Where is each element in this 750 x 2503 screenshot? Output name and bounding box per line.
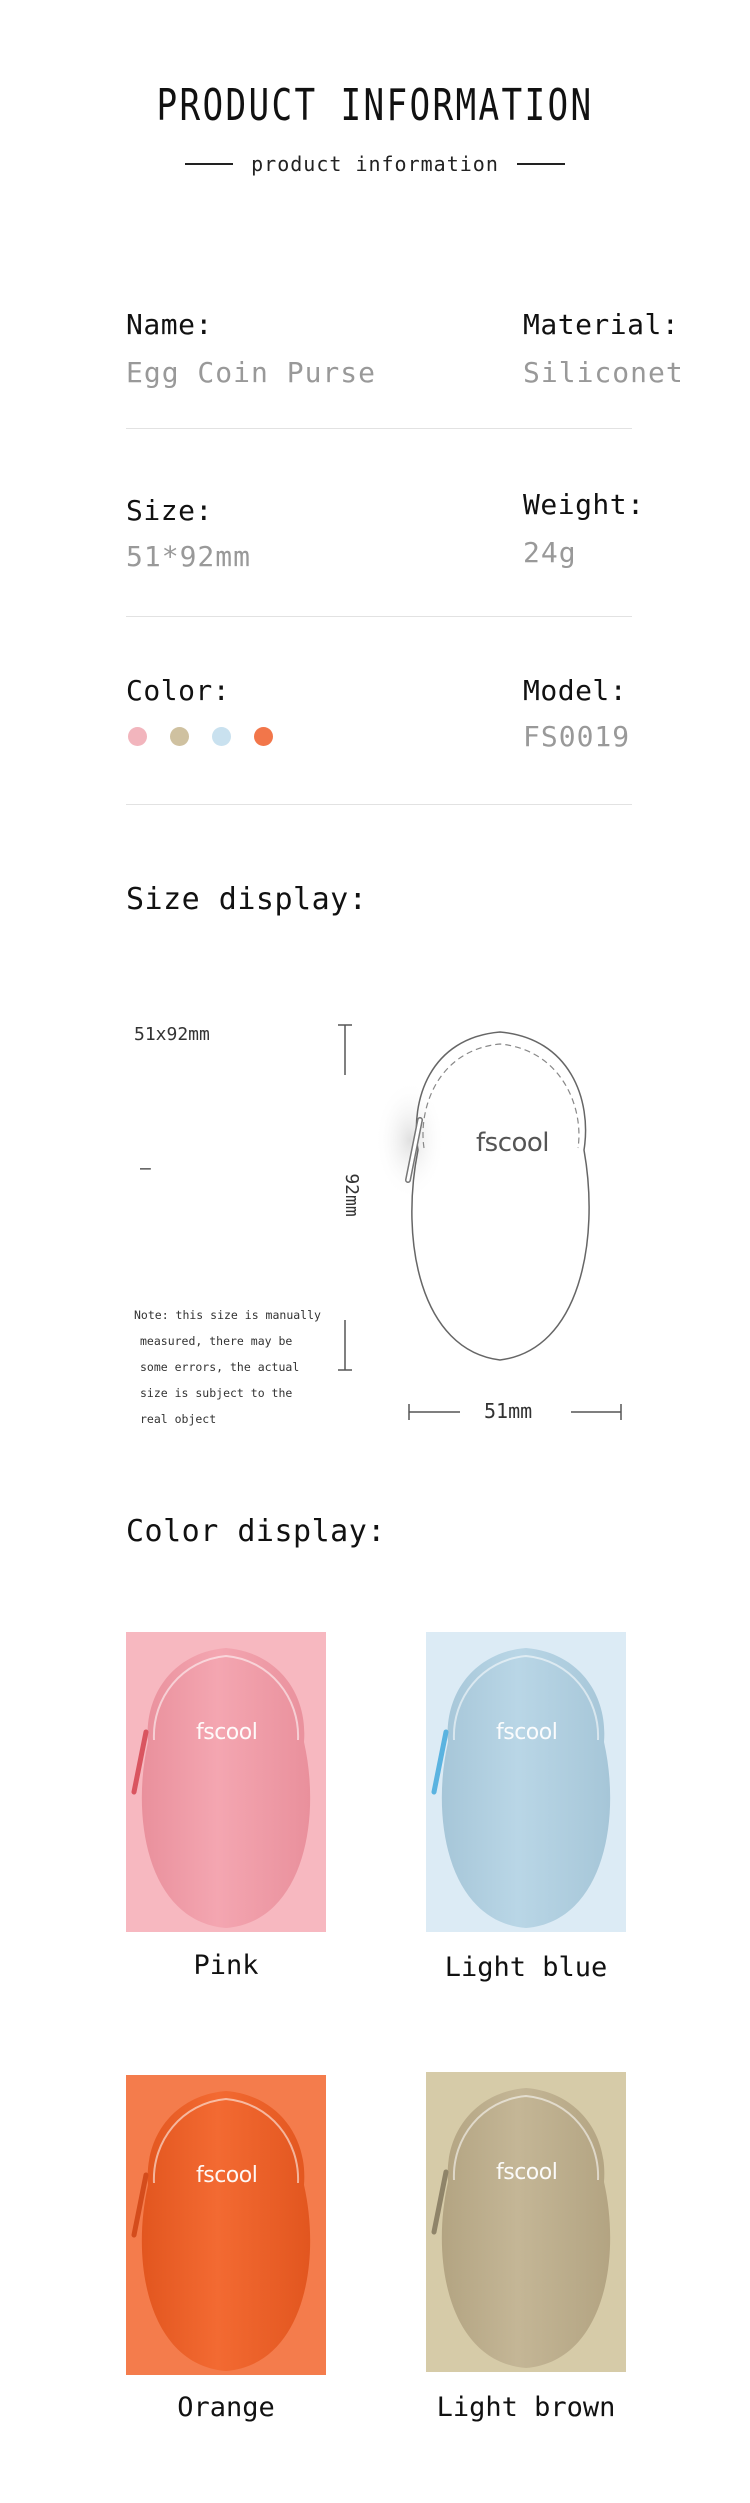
note-line: some errors, the actual: [140, 1360, 300, 1374]
purse-icon: [126, 2075, 326, 2375]
material-label: Material:: [523, 308, 680, 341]
purse-brand-logo: fscool: [496, 2160, 558, 2185]
divider-3: [126, 804, 632, 805]
name-value: Egg Coin Purse: [126, 356, 377, 389]
divider-1: [126, 428, 632, 429]
note-line: size is subject to the: [140, 1386, 293, 1400]
size-dims: 51x92mm: [134, 1024, 210, 1045]
purse-icon: [426, 1632, 626, 1932]
note-line: measured, there may be: [140, 1334, 293, 1348]
size-display-heading: Size display:: [126, 882, 368, 917]
swatch-caption-light-blue: Light blue: [444, 1952, 608, 1983]
color-dots: [128, 727, 273, 746]
size-label: Size:: [126, 494, 213, 527]
subtitle-line-right: [517, 163, 565, 165]
subtitle-line-left: [185, 163, 233, 165]
purse-icon: [426, 2072, 626, 2372]
color-dot-pink: [128, 727, 147, 746]
page-subtitle: product information: [251, 152, 499, 176]
size-dash: —: [140, 1158, 151, 1179]
note-line: real object: [140, 1412, 217, 1426]
name-label: Name:: [126, 308, 213, 341]
purse-brand-logo: fscool: [476, 1128, 550, 1158]
purse-brand-logo: fscool: [196, 2163, 258, 2188]
swatch-pink: [126, 1632, 326, 1932]
subtitle-row: [0, 152, 750, 176]
swatch-caption-light-brown: Light brown: [436, 2392, 616, 2423]
size-note: [134, 1302, 321, 1432]
swatch-caption-orange: Orange: [177, 2392, 275, 2423]
model-value: FS0019: [523, 720, 631, 753]
height-label: 92mm: [341, 1173, 362, 1217]
color-dot-orange: [254, 727, 273, 746]
purse-icon: [126, 1632, 326, 1932]
size-value: 51*92mm: [126, 540, 252, 573]
page-title: PRODUCT INFORMATION: [156, 80, 594, 131]
color-label: Color:: [126, 674, 231, 707]
swatch-light-blue: [426, 1632, 626, 1932]
material-value: Siliconet: [523, 356, 684, 389]
divider-2: [126, 616, 632, 617]
purse-brand-logo: fscool: [496, 1720, 558, 1745]
purse-brand-logo: fscool: [196, 1720, 258, 1745]
purse-outline: [370, 1020, 630, 1380]
color-dot-light-brown: [170, 727, 189, 746]
swatch-caption-pink: Pink: [193, 1950, 259, 1981]
weight-value: 24g: [523, 536, 577, 569]
swatch-light-brown: [426, 2072, 626, 2372]
weight-label: Weight:: [523, 488, 645, 521]
color-display-heading: Color display:: [126, 1514, 386, 1549]
swatch-orange: [126, 2075, 326, 2375]
color-dot-light-blue: [212, 727, 231, 746]
note-line: Note: this size is manually: [134, 1308, 321, 1322]
width-label: 51mm: [484, 1399, 533, 1423]
model-label: Model:: [523, 674, 628, 707]
